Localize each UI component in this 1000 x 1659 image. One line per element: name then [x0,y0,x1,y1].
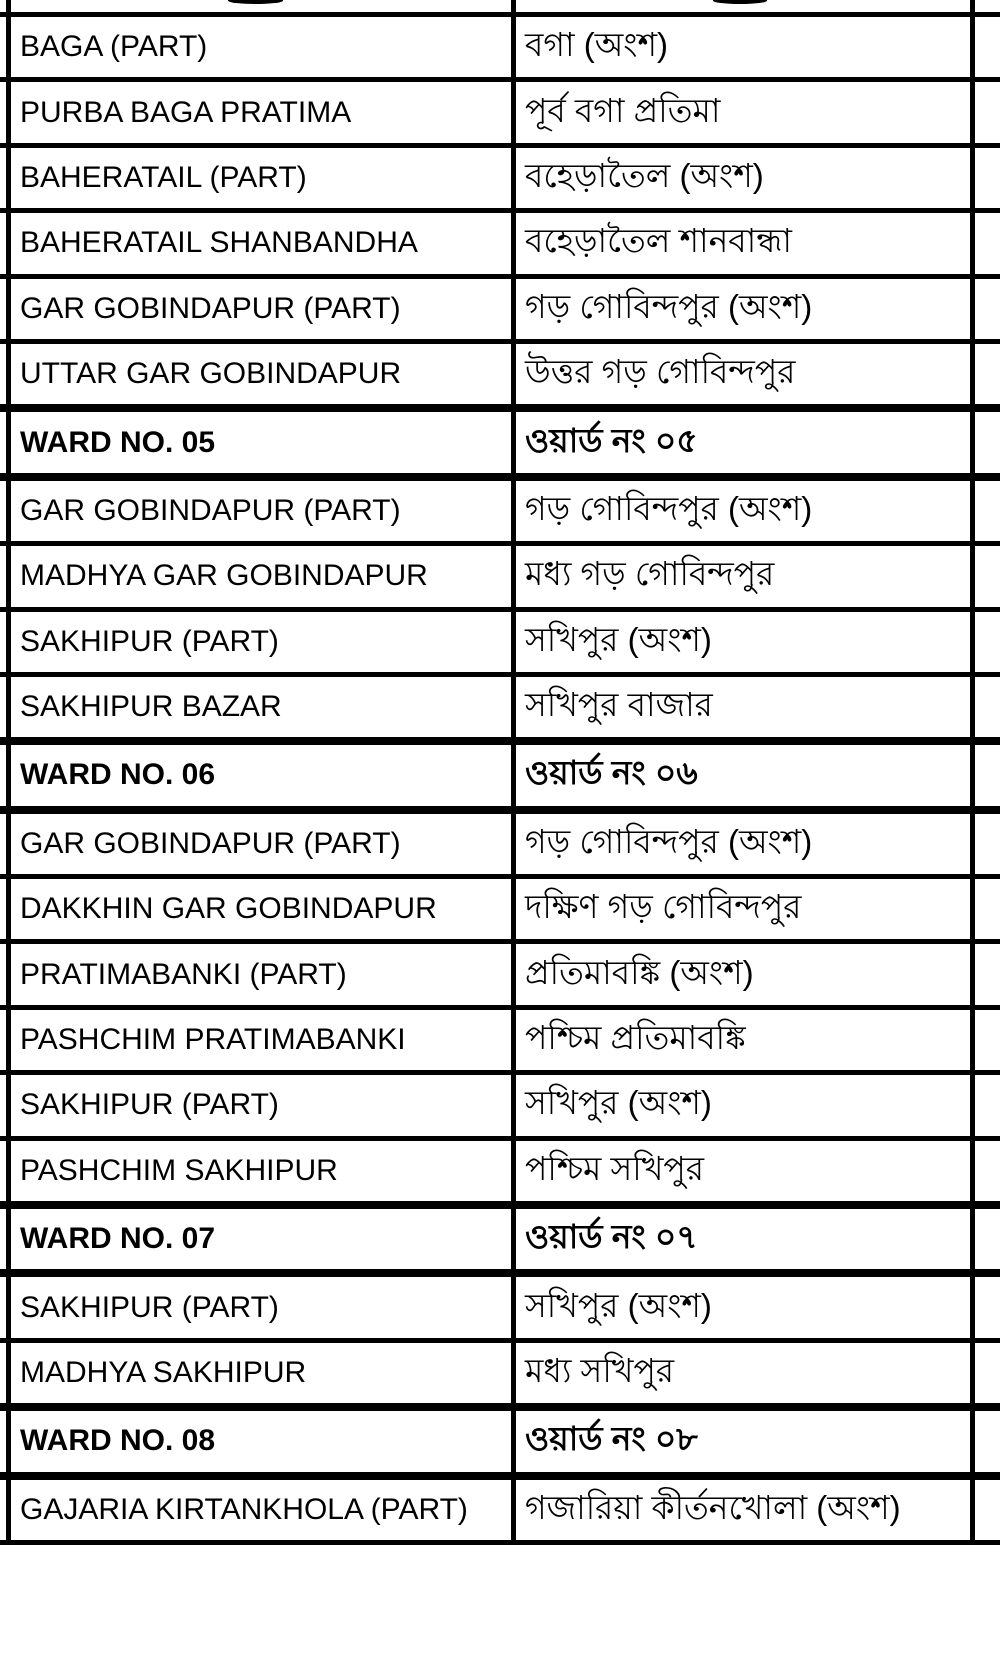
village-name-en: BAHERATAIL (PART) [11,148,516,208]
table-body [0,17,1000,1545]
cut-left-cell [0,1209,11,1269]
cut-right-cell [975,1141,1000,1201]
cut-left-cell [0,1277,11,1337]
ward-header-row [0,745,1000,813]
village-name-bn: ওয়ার্ড নং ০৮ [516,1411,975,1471]
table-row [0,1343,1000,1411]
village-name-bn: সখিপুর বাজার [516,677,975,737]
village-name-en: WARD NO. 06 [11,745,516,805]
cut-left-cell [0,213,11,273]
village-name-bn: ওয়ার্ড নং ০৭ [516,1209,975,1269]
table-row [0,677,1000,745]
village-name-en: GAR GOBINDAPUR (PART) [11,814,516,874]
village-name-en: MADHYA GAR GOBINDAPUR [11,546,516,606]
village-name-en: WARD NO. 05 [11,412,516,472]
village-name-en: SAKHIPUR BAZAR [11,677,516,737]
cut-left-cell [0,344,11,404]
cut-right-cell [975,1209,1000,1269]
cut-right-cell [975,148,1000,208]
cut-right-cell [975,0,1000,12]
cut-left-cell [0,279,11,339]
ward-header-row [0,412,1000,480]
village-name-en: PRATIMABANKI (PART) [11,944,516,1004]
cut-left-cell [0,1075,11,1135]
cut-left-cell [0,677,11,737]
cut-left-cell [0,1411,11,1471]
village-name-bn: সখিপুর (অংশ) [516,1075,975,1135]
village-name-bn: গজারিয়া কীর্তনখোলা (অংশ) [516,1480,975,1540]
table-row [0,944,1000,1009]
cut-left-cell [0,82,11,142]
cut-right-cell [975,17,1000,77]
cut-right-cell [975,1075,1000,1135]
village-name-bn: পূর্ব বগা প্রতিমা [516,82,975,142]
cut-off-header-row [0,0,1000,17]
village-name-bn: মধ্য গড় গোবিন্দপুর [516,546,975,606]
ward-header-row [0,1209,1000,1277]
cut-right-cell [975,279,1000,339]
cut-right-cell [975,82,1000,142]
village-name-bn: সখিপুর (অংশ) [516,612,975,672]
cut-left-cell [0,1010,11,1070]
cut-right-cell [975,677,1000,737]
cut-right-cell [975,1010,1000,1070]
table-row [0,1480,1000,1545]
village-name-bn: বহেড়াতৈল (অংশ) [516,148,975,208]
village-name-en: MADHYA SAKHIPUR [11,1343,516,1403]
cut-left-cell [0,1480,11,1540]
cut-right-cell [975,546,1000,606]
village-name-en: GAJARIA KIRTANKHOLA (PART) [11,1480,516,1540]
cut-left-cell [0,481,11,541]
table-row [0,814,1000,879]
village-name-en: WARD NO. 08 [11,1411,516,1471]
village-name-bn: পশ্চিম প্রতিমাবঙ্কি [516,1010,975,1070]
village-name-bn: মধ্য সখিপুর [516,1343,975,1403]
village-name-en: DAKKHIN GAR GOBINDAPUR [11,879,516,939]
village-name-en: PURBA BAGA PRATIMA [11,82,516,142]
village-name-en: BAGA (PART) [11,17,516,77]
village-name-bn: সখিপুর (অংশ) [516,1277,975,1337]
table-row [0,1010,1000,1075]
village-name-bn: ওয়ার্ড নং ০৬ [516,745,975,805]
cut-right-cell [975,612,1000,672]
cut-right-cell [975,1480,1000,1540]
table-row [0,17,1000,82]
cut-left-cell [0,879,11,939]
table-row [0,612,1000,677]
ward-header-row [0,1411,1000,1479]
village-name-bn: গড় গোবিন্দপুর (অংশ) [516,279,975,339]
cut-left-cell [0,1141,11,1201]
village-name-bn: গড় গোবিন্দপুর (অংশ) [516,481,975,541]
village-name-en: SAKHIPUR (PART) [11,1075,516,1135]
cut-right-cell [975,879,1000,939]
village-name-bn: গড় গোবিন্দপুর (অংশ) [516,814,975,874]
cut-right-cell [975,213,1000,273]
village-name-en: WARD NO. 07 [11,1209,516,1269]
cut-right-cell [975,344,1000,404]
table-row [0,1277,1000,1342]
cut-right-cell [975,944,1000,1004]
table-row [0,1075,1000,1140]
cut-left-cell [0,745,11,805]
cut-left-cell [0,148,11,208]
village-name-en: GAR GOBINDAPUR (PART) [11,279,516,339]
table-row [0,148,1000,213]
village-name-bn: পশ্চিম সখিপুর [516,1141,975,1201]
village-name-bn: প্রতিমাবঙ্কি (অংশ) [516,944,975,1004]
village-name-en: GAR GOBINDAPUR (PART) [11,481,516,541]
village-name-en: SAKHIPUR (PART) [11,1277,516,1337]
cut-right-cell [975,412,1000,472]
cut-left-cell [0,612,11,672]
cut-right-cell [975,814,1000,874]
cut-left-cell [0,412,11,472]
village-name-en: PASHCHIM PRATIMABANKI [11,1010,516,1070]
cut-left-cell [0,944,11,1004]
cut-left-cell [0,1343,11,1403]
cut-right-cell [975,1411,1000,1471]
cut-left-cell [0,0,11,12]
cut-left-cell [0,546,11,606]
cut-right-cell [975,481,1000,541]
village-name-bn: উত্তর গড় গোবিন্দপুর [516,344,975,404]
village-name-en: SAKHIPUR (PART) [11,612,516,672]
village-name-bn: বহেড়াতৈল শানবান্ধা [516,213,975,273]
cut-right-cell [975,745,1000,805]
table-row [0,279,1000,344]
table-row [0,82,1000,147]
village-name-bn: ওয়ার্ড নং ০৫ [516,412,975,472]
cut-right-cell [975,1277,1000,1337]
village-name-bn: বগা (অংশ) [516,17,975,77]
table-row [0,344,1000,412]
table-row [0,1141,1000,1209]
cut-left-cell [0,814,11,874]
table-row [0,546,1000,611]
table-row [0,481,1000,546]
table-row [0,879,1000,944]
village-name-en: UTTAR GAR GOBINDAPUR [11,344,516,404]
cut-right-cell [975,1343,1000,1403]
village-name-bn: দক্ষিণ গড় গোবিন্দপুর [516,879,975,939]
table-row [0,213,1000,278]
cut-left-cell [0,17,11,77]
village-name-en: PASHCHIM SAKHIPUR [11,1141,516,1201]
village-name-en: BAHERATAIL SHANBANDHA [11,213,516,273]
